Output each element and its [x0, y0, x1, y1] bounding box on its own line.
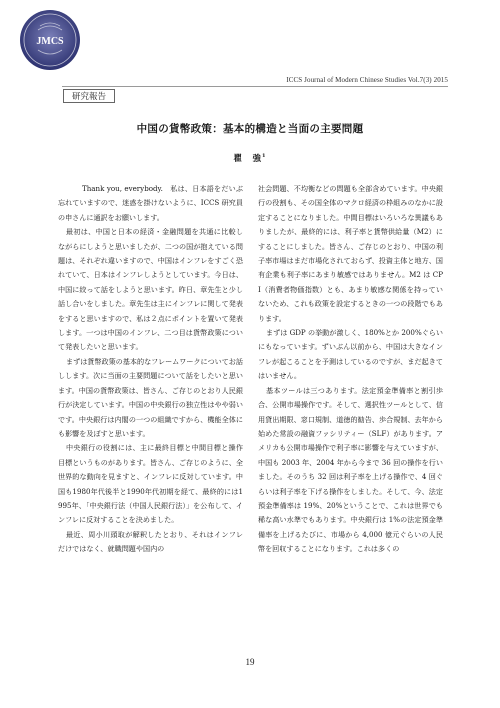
logo-text: JMCS: [36, 36, 64, 47]
article-title: 中国の貨幣政策：基本的構造と当面の主要問題: [136, 123, 364, 135]
paragraph: 基本ツールは三つあります。法定預金準備率と割引歩合、公開市場操作です。そして、選択性ツールとして、信用貸出期限、窓口規制、道徳的勧告、歩合規制、去年から始めた常設の融資ファシリティー（SLF）があります。アメリカも公開市場操作で利子率に影響を与えていますが、中国も 2003 年、2004 年から今まで 36 回の操作を行いました。そのうち 32 回は利子率を上げる操作で、4 回ぐらいは利子率を下げる操作をしました。そして、今、法定預金準備率は 19%、20%ということで、これは世界でも稀な高い水準でもあります。中央銀行は 1%の法定預金準備率を上げるたびに、市場から 4,000 億元ぐらいの人民幣を回収することになります。これは多くの: [258, 385, 443, 554]
journal-emblem-icon: [18, 8, 82, 72]
paragraph: まずは GDP の挙動が激しく、180%とか 200%ぐらいにもなっています。ずいぶん以前から、中国は大きなインフレが起こることを予測はしているのですが、まだ起きてはいません。: [258, 328, 443, 381]
paragraph: 社会問題、不均衡などの問題も全部含めています。中央銀行の役割も、その国全体のマクロ経済の枠組みのなかに設定することになりました。中間目標はいろいろな異議もありましたが、最終的には、利子率と貨幣供給量（M2）にすることにしました。皆さん、ご存じのとおり、中国の利子率市場はまだ市場化されておらず、投資主体と地方、国有企業も利子率にあまり敏感ではありません。M2 は CPI（消費者物価指数）とも、あまり敏感な関係を持っていないため、これも政策を設定するときの一つの段階でもあります。: [258, 184, 443, 323]
paragraph: Thank you, everybody. 私は、日本語をだいぶ忘れていますので、迷惑を掛けないように、ICCS 研究員の申さんに通訳をお願いします。: [58, 184, 243, 222]
page-number: 19: [245, 657, 255, 667]
paragraph: 中央銀行の役割には、主に最終目標と中間目標と操作目標というものがあります。皆さん、ご存じのように、全世界的な動向を見ますと、インフレに反対しています。中国も1980年代後半と1990年代初期を経て、最終的には1995年、「中央銀行法（中国人民銀行法）」を公布して、インフレに反対することを決めました。: [58, 443, 243, 525]
author-line: [0, 152, 500, 164]
right-column: [258, 182, 443, 557]
paragraph: 最初は、中国と日本の経済・金融問題を共通に比較しながらにしようと思いましたが、二つの国が抱えている問題は、それぞれ違いますので、中国はインフレをすごく恐れていて、日本はインフレしようとしています。今日は、中国に絞って話をしようと思います。昨日、章先生と少し話し合いをしました。章先生は主にインフレに関して発表をすると思いますので、私は２点にポイントを置いて発表します。一つは中国のインフレ、二つ目は貨幣政策について発表したいと思います。: [58, 227, 243, 352]
article-type-tag: 研究報告: [63, 89, 115, 103]
journal-logo: [18, 8, 82, 72]
author-footnote-marker: 1: [262, 153, 267, 160]
paragraph: 最近、周小川頭取が解釈したとおり、それはインフレだけではなく、就職問題や国内の: [58, 529, 243, 554]
paragraph: まずは貨幣政策の基本的なフレームワークについてお話しします。次に当面の主要問題について話をしたいと思います。中国の貨幣政策は、皆さん、ご存じのとおり人民銀行が決定しています。中国の中央銀行の独立性はやや弱いです。中央銀行は内閣の一つの組織ですから、機能全体にも影響を及ぼすと思います。: [58, 356, 243, 438]
journal-header: ICCS Journal of Modern Chinese Studies Vol.7(3) 2015: [286, 76, 448, 84]
left-column: [58, 182, 243, 557]
header-rule: [62, 86, 448, 87]
author-name: 瞿 強: [233, 154, 263, 164]
